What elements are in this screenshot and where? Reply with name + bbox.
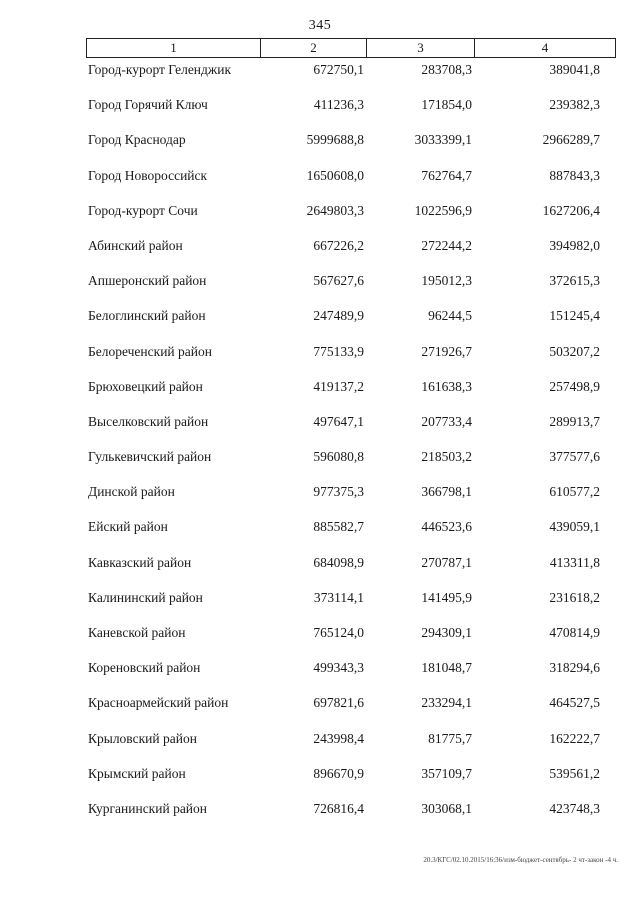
table-row <box>0 590 640 625</box>
value-col-2: 247489,9 <box>313 308 364 324</box>
row-name: Ейский район <box>88 519 168 535</box>
table-row <box>0 484 640 519</box>
table-row <box>0 695 640 730</box>
value-col-4: 887843,3 <box>549 167 600 183</box>
value-col-4: 1627206,4 <box>542 202 600 218</box>
row-name: Брюховецкий район <box>88 378 203 394</box>
row-name: Апшеронский район <box>88 273 207 289</box>
value-col-4: 439059,1 <box>549 519 600 535</box>
table-row <box>0 203 640 238</box>
value-col-3: 81775,7 <box>428 730 472 746</box>
value-col-2: 896670,9 <box>313 765 364 781</box>
row-name: Гулькевичский район <box>88 449 212 465</box>
value-col-3: 96244,5 <box>428 308 472 324</box>
value-col-3: 1022596,9 <box>414 202 472 218</box>
table-row <box>0 132 640 167</box>
value-col-2: 243998,4 <box>313 730 364 746</box>
value-col-3: 357109,7 <box>421 765 472 781</box>
value-col-2: 419137,2 <box>313 378 364 394</box>
row-name: Город Горячий Ключ <box>88 97 208 113</box>
table-row <box>0 731 640 766</box>
value-col-2: 1650608,0 <box>306 167 364 183</box>
row-name: Город Краснодар <box>88 132 186 148</box>
table-row <box>0 308 640 343</box>
value-col-4: 231618,2 <box>549 589 600 605</box>
value-col-3: 294309,1 <box>421 625 472 640</box>
table-row <box>0 414 640 449</box>
value-col-4: 470814,9 <box>549 625 600 640</box>
value-col-4: 413311,8 <box>549 554 600 570</box>
value-col-4: 372615,3 <box>549 273 600 289</box>
table-body <box>0 62 640 836</box>
column-header-row <box>86 38 616 58</box>
row-name: Каневской район <box>88 625 186 640</box>
column-header-1: 1 <box>87 39 261 57</box>
value-col-3: 366798,1 <box>421 484 472 500</box>
value-col-3: 171854,0 <box>421 97 472 113</box>
value-col-3: 270787,1 <box>421 554 472 570</box>
value-col-3: 303068,1 <box>421 800 472 816</box>
table-row <box>0 168 640 203</box>
value-col-4: 539561,2 <box>549 765 600 781</box>
value-col-4: 2966289,7 <box>542 132 600 148</box>
row-name: Город-курорт Геленджик <box>88 62 232 77</box>
value-col-3: 3033399,1 <box>414 132 472 148</box>
table-row <box>0 519 640 554</box>
value-col-2: 411236,3 <box>313 97 364 113</box>
value-col-4: 464527,5 <box>549 695 600 711</box>
row-name: Красноармейский район <box>88 695 229 711</box>
value-col-2: 667226,2 <box>313 237 364 253</box>
table-row <box>0 379 640 414</box>
footer-file-stamp: 20.3/КГС/02.10.2015/16:36/изм-бюджет-сентябрь- 2 чт-закон -4 ч. <box>423 856 618 864</box>
value-col-3: 181048,7 <box>421 660 472 676</box>
value-col-2: 726816,4 <box>313 800 364 816</box>
value-col-3: 283708,3 <box>421 62 472 77</box>
table-row <box>0 660 640 695</box>
value-col-2: 497647,1 <box>313 413 364 429</box>
table-row <box>0 766 640 801</box>
row-name: Город-курорт Сочи <box>88 202 198 218</box>
value-col-2: 775133,9 <box>313 343 364 359</box>
row-name: Абинский район <box>88 237 183 253</box>
row-name: Динской район <box>88 484 175 500</box>
value-col-2: 596080,8 <box>313 449 364 465</box>
value-col-2: 885582,7 <box>313 519 364 535</box>
value-col-3: 218503,2 <box>421 449 472 465</box>
value-col-3: 207733,4 <box>421 413 472 429</box>
value-col-3: 195012,3 <box>421 273 472 289</box>
row-name: Город Новороссийск <box>88 167 208 183</box>
value-col-3: 271926,7 <box>421 343 472 359</box>
value-col-2: 2649803,3 <box>306 202 364 218</box>
value-col-4: 389041,8 <box>549 62 600 77</box>
table-row <box>0 97 640 132</box>
value-col-3: 233294,1 <box>421 695 472 711</box>
table-row <box>0 273 640 308</box>
column-header-2: 2 <box>261 39 367 57</box>
column-header-3: 3 <box>367 39 475 57</box>
value-col-2: 765124,0 <box>313 625 364 640</box>
value-col-4: 162222,7 <box>549 730 600 746</box>
value-col-2: 567627,6 <box>313 273 364 289</box>
value-col-3: 272244,2 <box>421 237 472 253</box>
value-col-4: 289913,7 <box>549 413 600 429</box>
value-col-3: 446523,6 <box>421 519 472 535</box>
row-name: Белореченский район <box>88 343 212 359</box>
value-col-3: 161638,3 <box>421 378 472 394</box>
column-header-4: 4 <box>541 40 549 55</box>
table-row <box>0 344 640 379</box>
table-row <box>0 238 640 273</box>
row-name: Крымский район <box>88 765 186 781</box>
value-col-3: 141495,9 <box>421 589 472 605</box>
table-row <box>0 801 640 836</box>
row-name: Кавказский район <box>88 554 192 570</box>
value-col-2: 373114,1 <box>313 589 364 605</box>
value-col-4: 257498,9 <box>549 378 600 394</box>
value-col-2: 684098,9 <box>313 554 364 570</box>
row-name: Курганинский район <box>88 800 208 816</box>
value-col-4: 318294,6 <box>549 660 600 676</box>
value-col-4: 610577,2 <box>549 484 600 500</box>
value-col-2: 977375,3 <box>313 484 364 500</box>
value-col-4: 151245,4 <box>549 308 600 324</box>
value-col-3: 762764,7 <box>421 167 472 183</box>
table-row <box>0 625 640 660</box>
row-name: Выселковский район <box>88 413 209 429</box>
value-col-4: 239382,3 <box>549 97 600 113</box>
value-col-4: 503207,2 <box>549 343 600 359</box>
table-row <box>0 62 640 97</box>
value-col-4: 394982,0 <box>549 237 600 253</box>
table-row <box>0 555 640 590</box>
row-name: Белоглинский район <box>88 308 206 324</box>
value-col-2: 499343,3 <box>313 660 364 676</box>
value-col-4: 377577,6 <box>549 449 600 465</box>
row-name: Калининский район <box>88 589 203 605</box>
value-col-4: 423748,3 <box>549 800 600 816</box>
value-col-2: 672750,1 <box>313 62 364 77</box>
page-number: 345 <box>308 18 332 33</box>
row-name: Крыловский район <box>88 730 197 746</box>
table-row <box>0 449 640 484</box>
value-col-2: 697821,6 <box>313 695 364 711</box>
value-col-2: 5999688,8 <box>306 132 364 148</box>
row-name: Кореновский район <box>88 660 201 676</box>
